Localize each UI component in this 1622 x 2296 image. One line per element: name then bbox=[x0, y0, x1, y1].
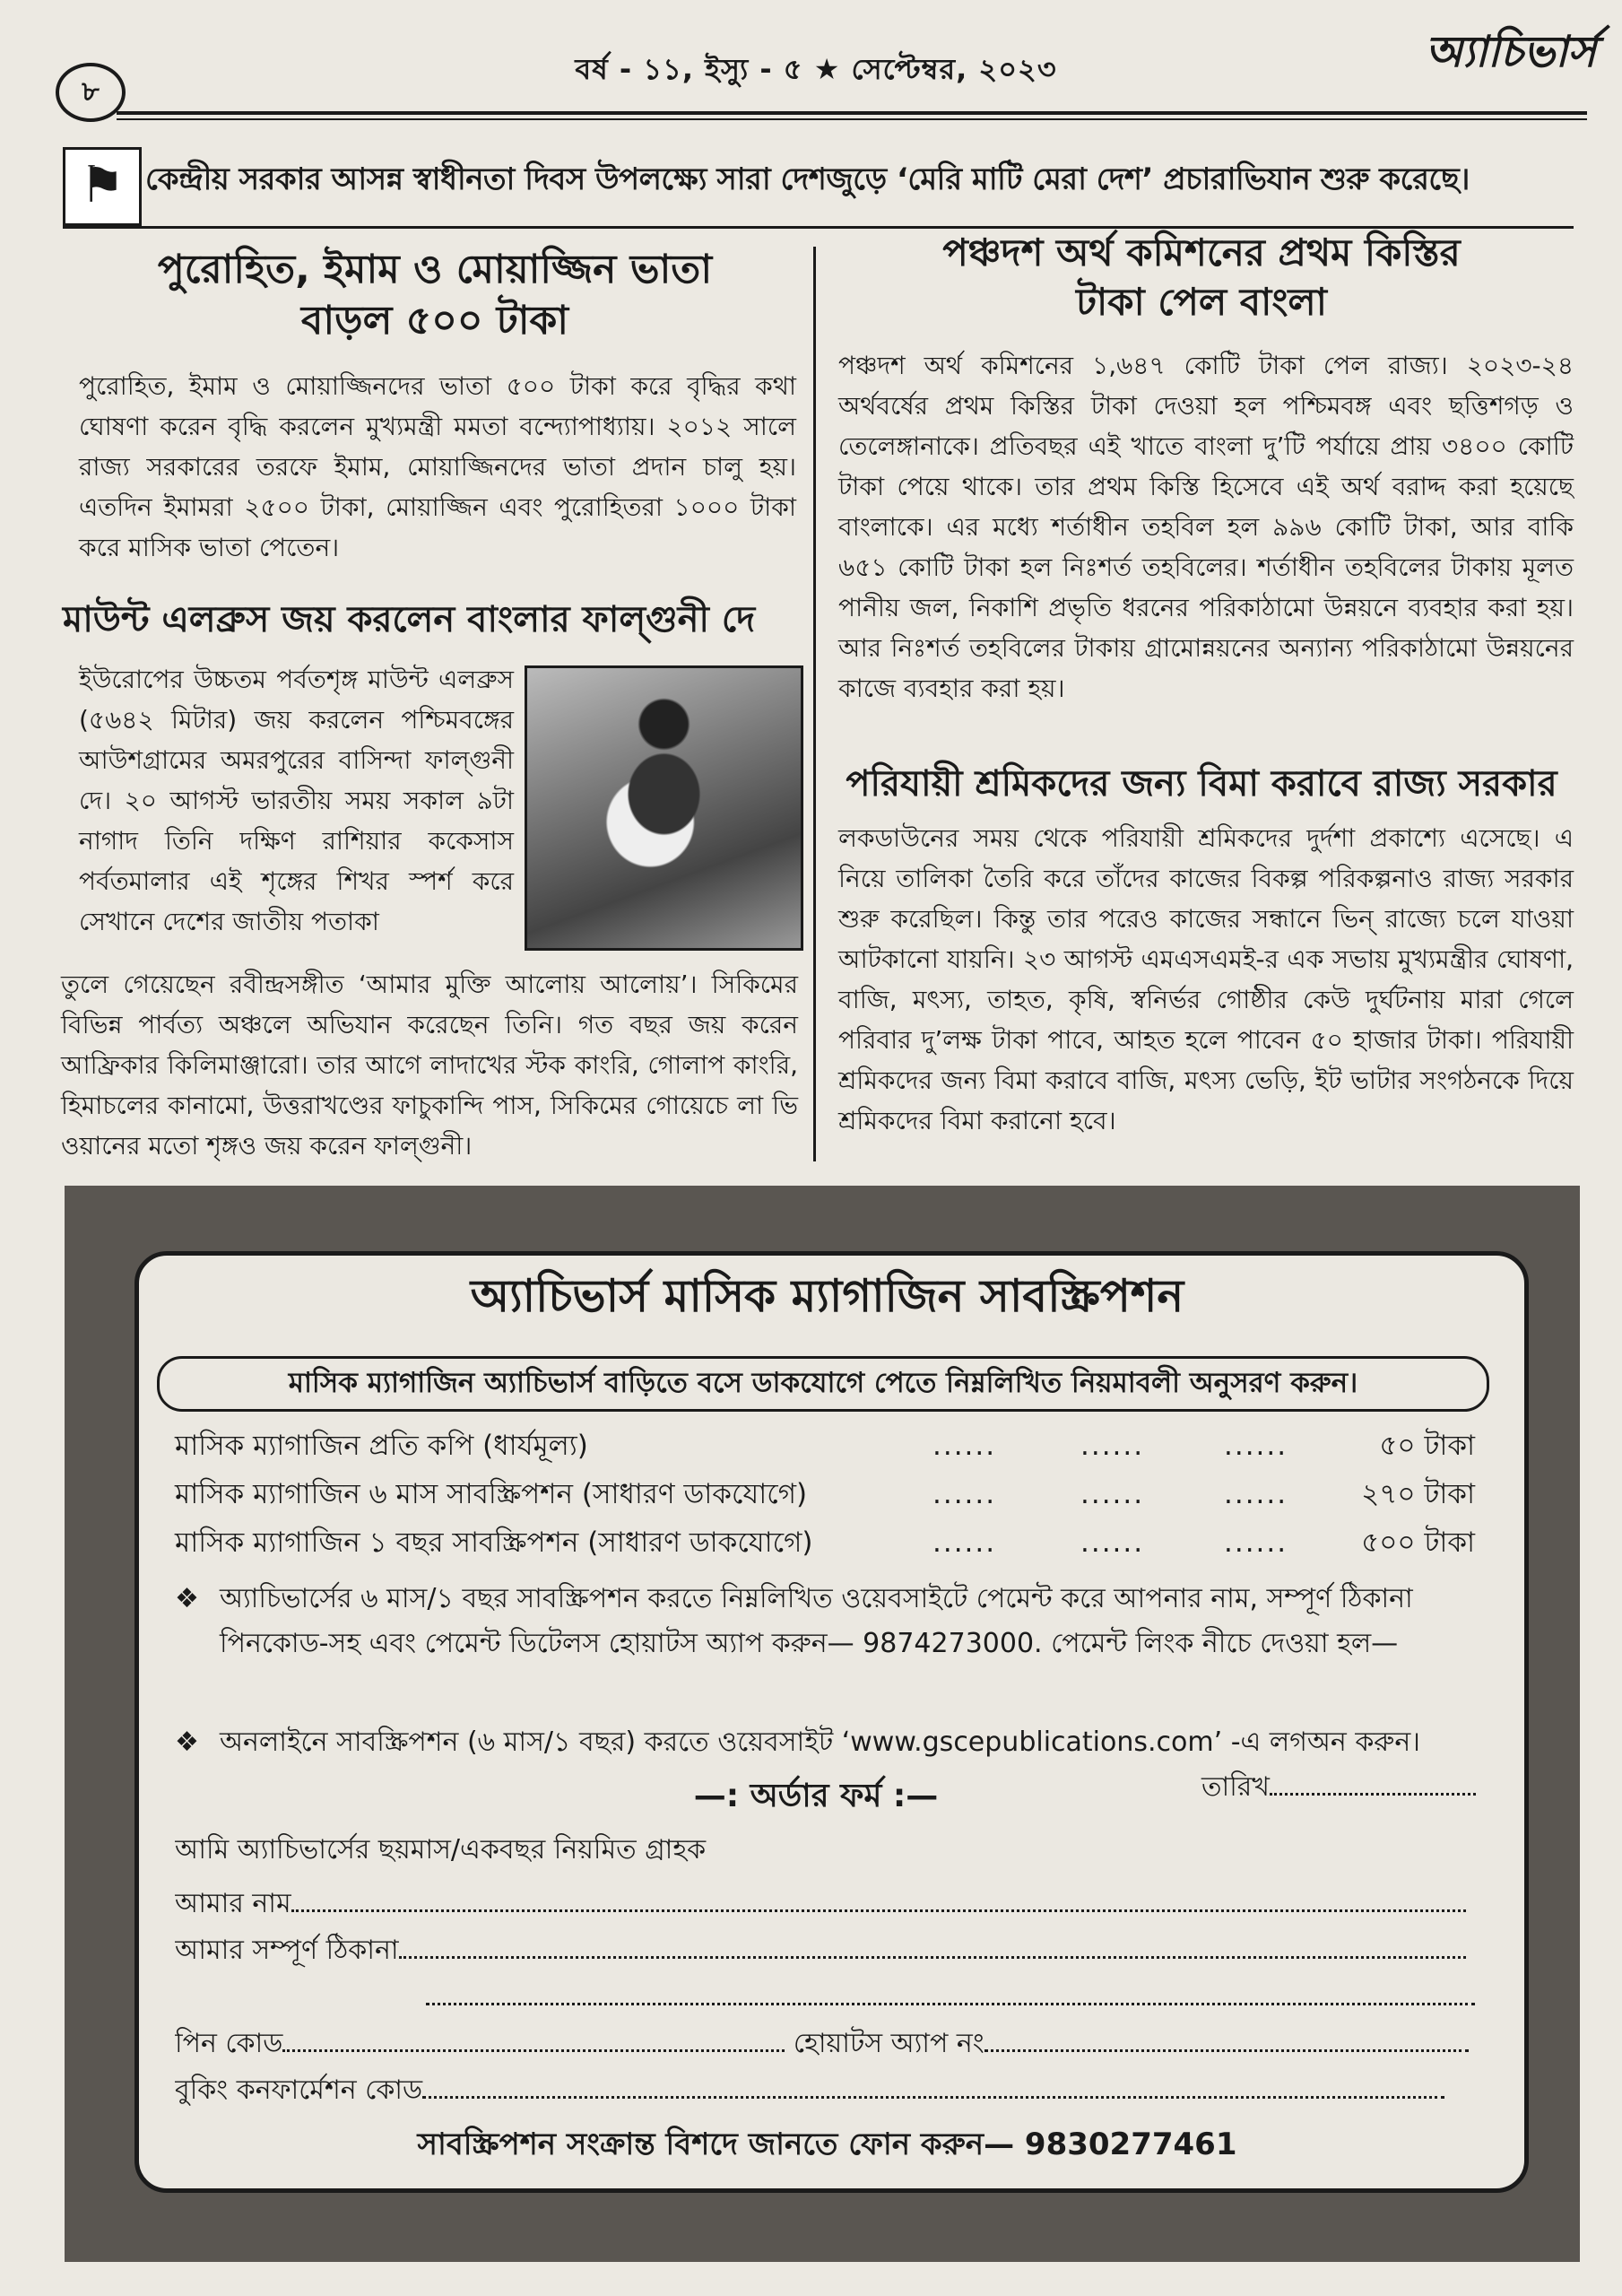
leader-dots: ...... bbox=[1080, 1526, 1145, 1559]
price-row-six-month bbox=[175, 1473, 1475, 1516]
pin-label: পিন কোড bbox=[175, 2028, 283, 2059]
price-amount: ২৭০ টাকা bbox=[1361, 1478, 1475, 1510]
subscriber-line: আমি অ্যাচিভার্সের ছয়মাস/একবছর নিয়মিত গ্রাহক bbox=[175, 1834, 707, 1866]
booking-code-field[interactable] bbox=[175, 2070, 1484, 2111]
whatsapp-blank[interactable] bbox=[984, 2026, 1469, 2052]
mountaineer-photo bbox=[525, 665, 803, 951]
leader-dots: ...... bbox=[1080, 1430, 1145, 1462]
finance-headline bbox=[829, 229, 1574, 326]
address-blank[interactable] bbox=[399, 1933, 1466, 1959]
bullet-online bbox=[175, 1720, 1475, 1765]
subscription-title: অ্যাচিভার্স মাসিক ম্যাগাজিন সাবস্ক্রিপশন bbox=[470, 1270, 1184, 1322]
diamond-bullet-icon: ❖ bbox=[175, 1726, 199, 1758]
price-amount: ৫০ টাকা bbox=[1379, 1430, 1475, 1462]
price-label: মাসিক ম্যাগাজিন প্রতি কপি (ধার্যমূল্য) bbox=[175, 1430, 588, 1462]
date-field[interactable] bbox=[1201, 1765, 1479, 1811]
migrant-body: লকডাউনের সময় থেকে পরিযায়ী শ্রমিকদের দুর্দশা প্রকাশ্যে এসেছে। এ নিয়ে তালিকা তৈরি করে তাঁদের কাজের বিকল্প পরিকল্পনাও রাজ্য সরকার শুরু করেছিল। কিন্তু তার পরেও কাজের সন্ধানে ভিন্ রাজ্যে চলে যাওয়া আটকানো যায়নি। ২৩ আগস্ট এমএসএমই-র এক সভায় মুখ্যমন্ত্রীর ঘোষণা, বাজি, মৎস্য, তাহত, কৃষি, স্বনির্ভর গোষ্ঠীর কেউ দুর্ঘটনায় মারা গেলে পরিবার দু’লক্ষ টাকা পাবে, আহত হলে পাবেন ৫০ হাজার টাকা। পরিযায়ী শ্রমিকদের জন্য বিমা করাবে বাজি, মৎস্য ভেড়ি, ইট ভাটার সংগঠনকে দিয়ে শ্রমিকদের বিমা করানো হবে। bbox=[838, 823, 1574, 1135]
pin-blank[interactable] bbox=[282, 2026, 785, 2052]
brand-logo: অ্যাচিভার্স bbox=[1425, 27, 1596, 77]
leader-dots: ...... bbox=[932, 1478, 997, 1510]
bullet-online-text: অনলাইনে সাবস্ক্রিপশন (৬ মাস/১ বছর) করতে ওয়েবসাইট ‘www.gscepublications.com’ -এ লগঅন করুন। bbox=[220, 1726, 1420, 1758]
finance-headline-line2: টাকা পেল বাংলা bbox=[1076, 279, 1327, 324]
leader-dots: ...... bbox=[932, 1526, 997, 1559]
address-continuation[interactable] bbox=[175, 1977, 1484, 2018]
booking-label: বুকিং কনফার্মেশন কোড bbox=[175, 2074, 423, 2106]
bullet-payment-text: অ্যাচিভার্সের ৬ মাস/১ বছর সাবস্ক্রিপশন করতে নিম্নলিখিত ওয়েবসাইটে পেমেন্ট করে আপনার নাম, সম্পূর্ণ ঠিকানা পিনকোড-সহ এবং পেমেন্ট ডিটেলস হোয়াটস অ্যাপ করুন— 9874273000. পেমেন্ট লিংক নীচে দেওয়া হল— bbox=[220, 1583, 1413, 1659]
migrant-headline: পরিযায়ী শ্রমিকদের জন্য বিমা করাবে রাজ্য সরকার bbox=[846, 763, 1557, 804]
name-field[interactable] bbox=[175, 1883, 1484, 1925]
price-amount: ৫০০ টাকা bbox=[1361, 1526, 1475, 1559]
order-form-title: —: অর্ডার ফর্ম :— bbox=[693, 1778, 939, 1814]
leader-dots: ...... bbox=[1224, 1478, 1288, 1510]
address-blank-2[interactable] bbox=[426, 1979, 1475, 2005]
allowance-body: পুরোহিত, ইমাম ও মোয়াজ্জিনদের ভাতা ৫০০ টাকা করে বৃদ্ধির কথা ঘোষণা করেন বৃদ্ধি করলেন মুখ্যমন্ত্রী মমতা বন্দ্যোপাধ্যায়। ২০১২ সালে রাজ্য সরকারের তরফে ইমাম, মোয়াজ্জিনদের ভাতা প্রদান চালু হয়। এতদিন ইমামরা ২৫০০ টাকা, মোয়াজ্জিন এবং পুরোহিতরা ১০০০ টাকা করে মাসিক ভাতা পেতেন। bbox=[79, 371, 796, 562]
subscription-note: মাসিক ম্যাগাজিন অ্যাচিভার্স বাড়িতে বসে ডাকযোগে পেতে নিম্নলিখিত নিয়মাবলী অনুসরণ করুন। bbox=[157, 1356, 1489, 1412]
leader-dots: ...... bbox=[932, 1430, 997, 1462]
diamond-bullet-icon: ❖ bbox=[175, 1583, 199, 1614]
elbrus-body: তুলে গেয়েছেন রবীন্দ্রসঙ্গীত ‘আমার মুক্তি আলোয় আলোয়’। সিকিমের বিভিন্ন পার্বত্য অঞ্চলে অভিযান করেছেন তিনি। গত বছর জয় করেন আফ্রিকার কিলিমাঞ্জারো। তার আগে লাদাখের স্টক কাংরি, গোলাপ কাংরি, হিমাচলের কানামো, উত্তরাখণ্ডের ফাচুকান্দি পাস, সিকিমের গোয়েচে লা ভি ওয়ানের মতো শৃঙ্গও জয় করেন ফাল্গুনী। bbox=[61, 970, 798, 1161]
banner-text: কেন্দ্রীয় সরকার আসন্ন স্বাধীনতা দিবস উপলক্ষ্যে সারা দেশজুড়ে ‘মেরি মাটি মেরা দেশ’ প্রচারাভিযান শুরু করেছে। bbox=[145, 161, 1470, 197]
finance-body: পঞ্চদশ অর্থ কমিশনের ১,৬৪৭ কোটি টাকা পেল রাজ্য। ২০২৩-২৪ অর্থবর্ষের প্রথম কিস্তির টাকা দেওয়া হল পশ্চিমবঙ্গ এবং ছত্তিশগড় ও তেলেঙ্গানাকে। প্রতিবছর এই খাতে বাংলা দু’টি পর্যায়ে প্রায় ৩৪০০ কোটি টাকা পেয়ে থাকে। তার প্রথম কিস্তি হিসেবে এই অর্থ বরাদ্দ করা হয়েছে বাংলাকে। এর মধ্যে শর্তাধীন তহবিল হল ৯৯৬ কোটি টাকা, আর বাকি ৬৫১ কোটি টাকা হল নিঃশর্ত তহবিলের। শর্তাধীন তহবিলের টাকায় মূলত পানীয় জল, নিকাশি প্রভৃতি ধরনের পরিকাঠামো উন্নয়নে ব্যবহার করা হয়। আর নিঃশর্ত তহবিলের টাকায় গ্রামোন্নয়নের অন্যান্য পরিকাঠামো উন্নয়নের কাজে ব্যবহার করা হয়। bbox=[838, 351, 1574, 703]
pin-whatsapp-field[interactable] bbox=[175, 2023, 1484, 2065]
column-divider bbox=[813, 247, 816, 1161]
name-blank[interactable] bbox=[291, 1886, 1466, 1912]
booking-blank[interactable] bbox=[422, 2073, 1444, 2099]
name-label: আমার নাম bbox=[175, 1888, 291, 1919]
issue-line: বর্ষ - ১১, ইস্যু - ৫ ★ সেপ্টেম্বর, ২০২৩ bbox=[575, 52, 1057, 86]
leader-dots: ...... bbox=[1080, 1478, 1145, 1510]
news-banner bbox=[63, 144, 1574, 229]
elbrus-body-beside-photo: ইউরোপের উচ্চতম পর্বতশৃঙ্গ মাউন্ট এলব্রুস (৫৬৪২ মিটার) জয় করলেন পশ্চিমবঙ্গের আউশগ্রামের অমরপুরের বাসিন্দা ফাল্গুনী দে। ২০ আগস্ট ভারতীয় সময় সকাল ৯টা নাগাদ তিনি দক্ষিণ রাশিয়ার ককেসাস পর্বতমালার এই শৃঙ্গের শিখর স্পর্শ করে সেখানে দেশের জাতীয় পতাকা bbox=[79, 665, 514, 936]
header-rule bbox=[117, 111, 1587, 115]
contact-line: সাবস্ক্রিপশন সংক্রান্ত বিশদে জানতে ফোন করুন— 9830277461 bbox=[417, 2126, 1237, 2162]
price-row-single-copy bbox=[175, 1424, 1475, 1467]
price-label: মাসিক ম্যাগাজিন ১ বছর সাবস্ক্রিপশন (সাধারণ ডাকযোগে) bbox=[175, 1526, 813, 1559]
price-label: মাসিক ম্যাগাজিন ৬ মাস সাবস্ক্রিপশন (সাধারণ ডাকযোগে) bbox=[175, 1478, 808, 1510]
leader-dots: ...... bbox=[1224, 1526, 1288, 1559]
leader-dots: ...... bbox=[1224, 1430, 1288, 1462]
date-label: তারিখ bbox=[1201, 1771, 1270, 1803]
address-label: আমার সম্পূর্ণ ঠিকানা bbox=[175, 1935, 399, 1966]
whatsapp-label: হোয়াটস অ্যাপ নং bbox=[793, 2028, 984, 2059]
allowance-headline bbox=[72, 244, 798, 346]
allowance-headline-line1: পুরোহিত, ইমাম ও মোয়াজ্জিন ভাতা bbox=[157, 247, 713, 292]
header-rule-thin bbox=[117, 118, 1587, 120]
allowance-headline-line2: বাড়ল ৫০০ টাকা bbox=[300, 298, 569, 344]
page-number: ৮ bbox=[56, 63, 126, 122]
campaign-poster-icon: ⚑ bbox=[63, 147, 142, 226]
elbrus-headline: মাউন্ট এলব্রুস জয় করলেন বাংলার ফাল্গুনী দে bbox=[63, 599, 756, 640]
bullet-payment bbox=[175, 1577, 1475, 1711]
address-field[interactable] bbox=[175, 1930, 1484, 1971]
finance-headline-line1: পঞ্চদশ অর্থ কমিশনের প্রথম কিস্তির bbox=[942, 230, 1461, 274]
price-row-one-year bbox=[175, 1521, 1475, 1564]
date-blank[interactable] bbox=[1270, 1770, 1476, 1796]
